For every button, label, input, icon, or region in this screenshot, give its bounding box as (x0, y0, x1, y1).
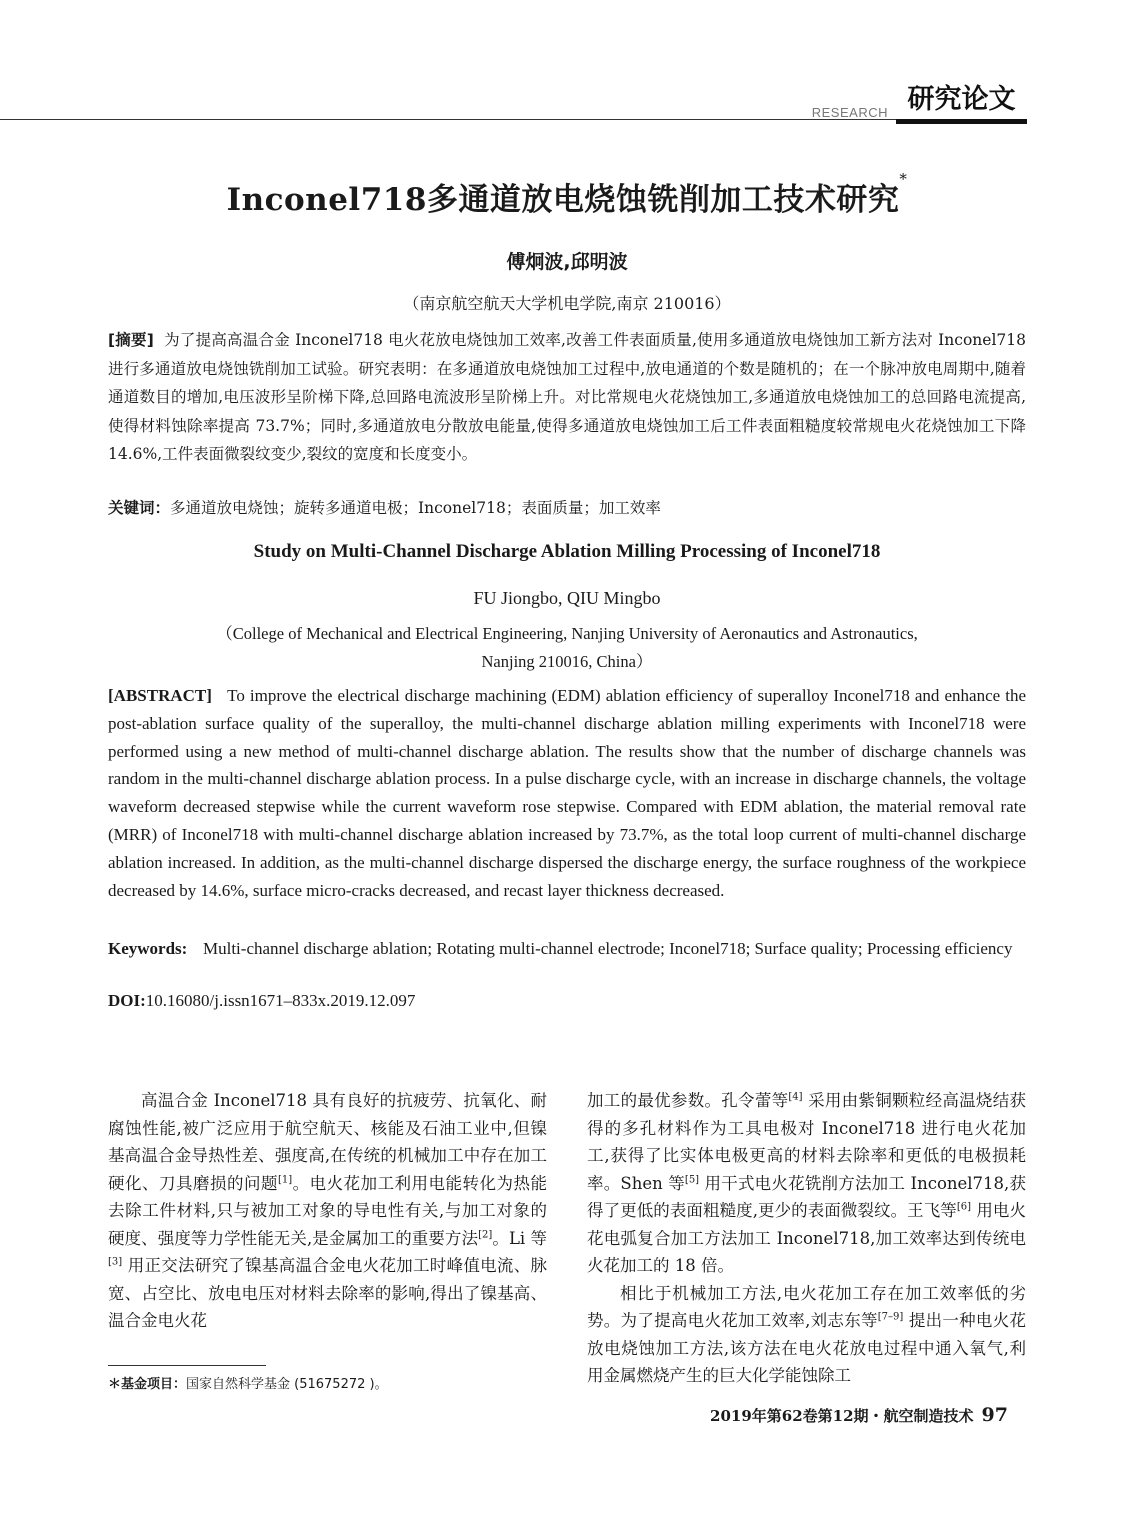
citation[interactable]: [2] (478, 1229, 493, 1240)
body-text: 高温合金 Inconel718 具有良好的抗疲劳、抗氧化、耐腐蚀性能,被广泛应用于航空航天、核能及石油工业中,但镍基高温合金导热性差、强度高,在传统的机械加工中存在加工硬化、刀具磨损的问题 (108, 1091, 547, 1193)
citation[interactable]: [4] (788, 1091, 803, 1103)
abstract-en (108, 682, 1026, 904)
title-text: Inconel718多通道放电烧蚀铣削加工技术研究 (226, 182, 900, 218)
authors-cn: 傅炯波,邱明波 (506, 251, 628, 273)
body-paragraph (108, 1087, 547, 1335)
abstract-cn (108, 326, 1026, 469)
body-text: 用干式电火花铣削方法加工 Inconel718,获得了更低的表面粗糙度,更少的表面微裂纹。王飞等 (587, 1173, 1026, 1220)
section-label: 研究论文 (907, 84, 1016, 115)
citation[interactable]: [7–9] (877, 1311, 904, 1323)
footnote-rule (108, 1365, 266, 1366)
affiliation-en (108, 620, 1026, 676)
citation[interactable]: [6] (956, 1201, 972, 1213)
keywords-cn-label: 关键词： (108, 499, 171, 517)
authors-en: FU Jiongbo, QIU Mingbo (473, 588, 661, 608)
body-text: 加工的最优参数。孔令蕾等 (587, 1091, 789, 1110)
doi-label: DOI: (108, 991, 146, 1010)
footnote-text: 国家自然科学基金 (51675272 )。 (186, 1377, 388, 1392)
affiliation-en-line2: Nanjing 210016, China） (481, 652, 653, 671)
body-column-right (587, 1087, 1026, 1390)
body-text: 用电火花电弧复合加工方法加工 Inconel718,加工效率达到传统电火花加工的 18 倍。 (587, 1201, 1027, 1275)
body-text: 用正交法研究了镍基高温合金电火花加工时峰值电流、脉宽、占空比、放电电压对材料去除率的影响,得出了镍基高、温合金电火花 (108, 1256, 547, 1330)
abstract-en-label: [ABSTRACT] (108, 686, 212, 705)
keywords-en-text: Multi-channel discharge ablation; Rotating multi-channel electrode; Inconel718; Surface quality; Processing efficiency (203, 939, 1013, 958)
doi-value: 10.16080/j.issn1671–833x.2019.12.097 (145, 991, 416, 1010)
body-text: 提出一种电火花放电烧蚀加工方法,该方法在电火花放电过程中通入氧气,利用金属燃烧产生的巨大化学能蚀除工 (587, 1311, 1026, 1385)
page-footer (710, 1404, 1008, 1426)
keywords-en-label: Keywords: (108, 939, 188, 958)
keywords-cn-text: 多通道放电烧蚀；旋转多通道电极；Inconel718；表面质量；加工效率 (170, 499, 661, 517)
body-paragraph (587, 1280, 1026, 1390)
affiliation-cn: （南京航空航天大学机电学院,南京 210016） (403, 294, 731, 313)
header-tag-en: RESEARCH (811, 105, 888, 120)
page-number: 97 (981, 1404, 1008, 1426)
article-title-en: Study on Multi-Channel Discharge Ablation Milling Processing of Inconel718 (253, 541, 881, 562)
body-text: 。电火花加工利用电能转化为热能去除工件材料,只与被加工对象的导电性有关,与加工对象的硬度、强度等力学性能无关,是金属加工的重要方法 (108, 1173, 548, 1248)
body-text: 。Li 等 (492, 1228, 548, 1248)
article-title-cn (108, 170, 1026, 219)
footnote (108, 1373, 388, 1392)
body-text: 相比于机械加工方法,电火花加工存在加工效率低的劣势。为了提高电火花加工效率,刘志东等 (587, 1283, 1026, 1330)
title-footnote-mark: * (899, 170, 908, 188)
section-label-bar (896, 119, 1027, 124)
doi (108, 991, 415, 1011)
body-text: 采用由紫铜颗粒经高温烧结获得的多孔材料作为工具电极对 Inconel718 进行电火花加工,获得了比实体电极更高的材料去除率和更低的电极损耗率。Shen 等 (587, 1091, 1027, 1193)
body-column-left (108, 1087, 547, 1335)
abstract-cn-label: [摘要] (108, 331, 154, 349)
citation[interactable]: [3] (108, 1256, 123, 1268)
abstract-en-text: To improve the electrical discharge machining (EDM) ablation efficiency of superalloy Inconel718 and enhance the post-ablation surface quality of the superalloy, the multi-channel discharge ablation milling experiments with Inconel718 were performed using a new method of multi-channel discharge ablation. The results show that the number of discharge channels was random in the multi-channel discharge ablation process. In a pulse discharge cycle, with an increase in discharge channels, the voltage waveform decreased stepwise while the current waveform rose stepwise. Compared with EDM ablation, the material removal rate (MRR) of Inconel718 with multi-channel discharge ablation increased by 73.7%, as the total loop current of multi-channel discharge ablation increased. In addition, as the multi-channel discharge dispersed the discharge energy, the surface roughness of the workpiece decreased by 14.6%, surface micro-cracks decreased, and recast layer thickness decreased. (108, 686, 1027, 900)
footnote-label: ＊基金项目： (108, 1377, 187, 1392)
journal-info: 2019年第62卷第12期・航空制造技术 (710, 1407, 974, 1425)
citation[interactable]: [1] (277, 1174, 293, 1185)
abstract-cn-text: 为了提高高温合金 Inconel718 电火花放电烧蚀加工效率,改善工件表面质量,使用多通道放电烧蚀加工新方法对 Inconel718 进行多通道放电烧蚀铣削加工试验。研究表明：在多通道放电烧蚀加工过程中,放电通道的个数是随机的；在一个脉冲放电周期中,随着通道数目的增加,电压波形呈阶梯下降,总回路电流波形呈阶梯上升。对比常规电火花烧蚀加工,多通道放电烧蚀加工的总回路电流提高,使得材料蚀除率提高 73.7%；同时,多通道放电分散放电能量,使得多通道放电烧蚀加工后工件表面粗糙度较常规电火花烧蚀加工下降 14.6%,工件表面微裂纹变少,裂纹的宽度和长度变小。 (108, 331, 1026, 464)
body-paragraph (587, 1087, 1026, 1280)
keywords-cn (108, 496, 1026, 520)
citation[interactable]: [5] (684, 1174, 700, 1185)
affiliation-en-line1: （College of Mechanical and Electrical Engineering, Nanjing University of Aeronautics and Astronautics, (216, 624, 918, 643)
